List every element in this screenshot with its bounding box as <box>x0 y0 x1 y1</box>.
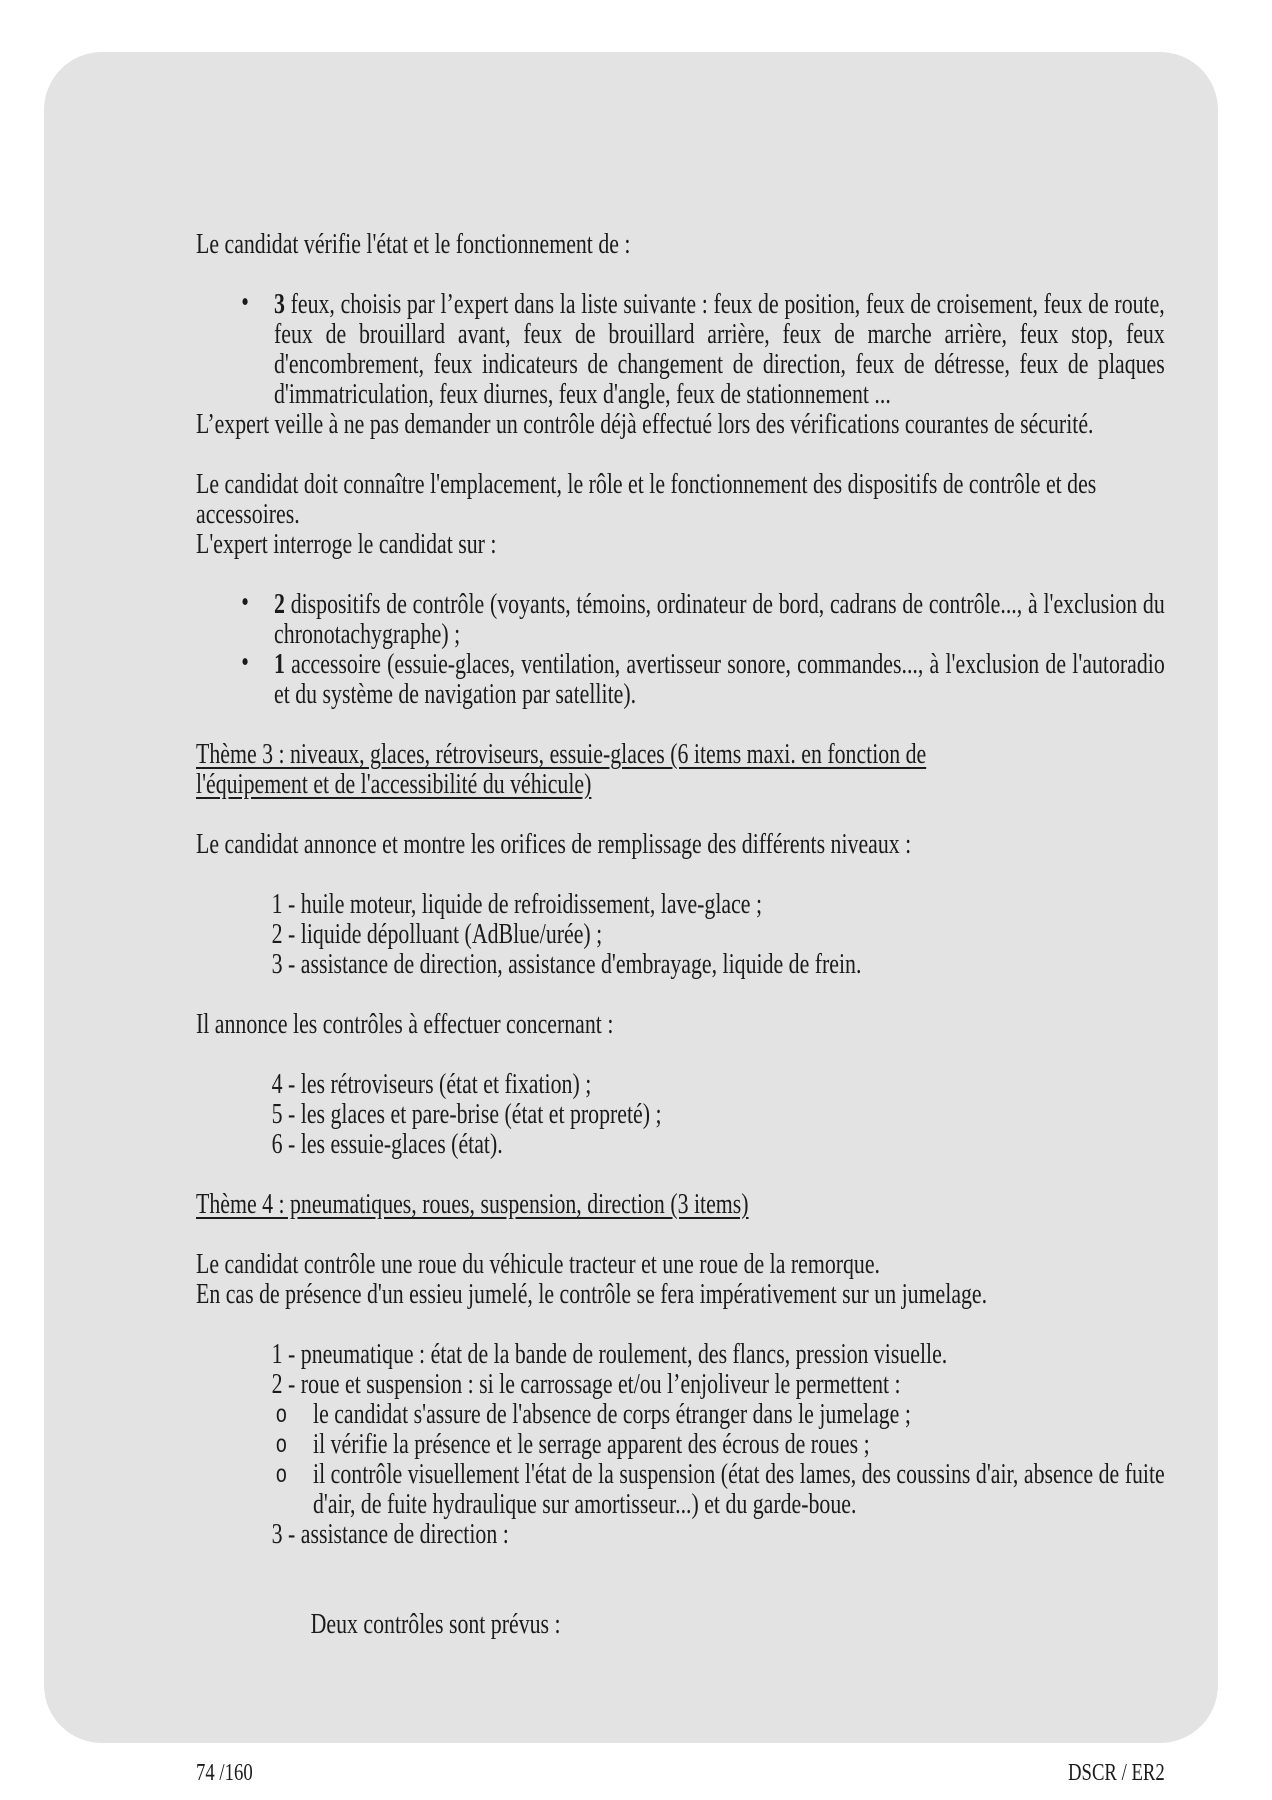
two-controls-paragraph: Deux contrôles sont prévus : <box>310 1609 561 1640</box>
sub-bullet-item <box>196 1400 1165 1430</box>
list-item: 1 - pneumatique : état de la bande de roulement, des flancs, pression visuelle. <box>271 1339 948 1370</box>
levels-intro-paragraph: Le candidat annonce et montre les orifices de remplissage des différents niveaux : <box>196 829 912 860</box>
sub-bullet-item <box>196 1430 1165 1460</box>
list-item: 4 - les rétroviseurs (état et fixation) ; <box>271 1069 592 1100</box>
levels-list <box>196 890 1165 980</box>
bullet-dot-icon: • <box>241 647 249 678</box>
sub-bullet-text: le candidat s'assure de l'absence de corps étranger dans le jumelage ; <box>313 1399 911 1430</box>
interroge-paragraph: L'expert interroge le candidat sur : <box>196 529 497 560</box>
page-footer <box>196 1758 1165 1788</box>
accessory-text: accessoire (essuie-glaces, ventilation, avertisseur sonore, commandes..., à l'exclusion de l'autoradio et du système de navigation par satellite). <box>274 649 1165 710</box>
document-content <box>196 230 1165 1790</box>
lights-text: feux, choisis par l’expert dans la liste suivante : feux de position, feux de croisement, feux de route, feux de brouillard avant, feux de brouillard arrière, feux de marche arrière, feux stop, feux d'encombrement, feux indicateurs de changement de direction, feux de détresse, feux de plaques d'immatriculation, feux diurnes, feux d'angle, feux de stationnement ... <box>274 289 1165 410</box>
tyre-list <box>196 1340 1165 1550</box>
lights-bullet-item <box>196 287 1165 410</box>
devices-bullet-list <box>196 587 1165 710</box>
list-item: 1 - huile moteur, liquide de refroidissement, lave-glace ; <box>271 889 763 920</box>
list-item: 5 - les glaces et pare-brise (état et propreté) ; <box>271 1099 662 1130</box>
list-item: 2 - roue et suspension : si le carrossage et/ou l’enjoliveur le permettent : <box>271 1369 901 1400</box>
circle-bullet-icon: o <box>275 1431 288 1460</box>
intro-paragraph: Le candidat vérifie l'état et le fonctionnement de : <box>196 229 631 260</box>
list-item: 6 - les essuie-glaces (état). <box>271 1129 503 1160</box>
lights-count: 3 <box>274 289 285 320</box>
list-item: 3 - assistance de direction : <box>271 1519 509 1550</box>
bullet-dot-icon: • <box>241 287 249 318</box>
sub-bullet-text: il contrôle visuellement l'état de la suspension (état des lames, des coussins d'air, absence de fuite d'air, de fuite hydraulique sur amortisseur...) et du garde-boue. <box>313 1459 1165 1520</box>
controls-list <box>196 1070 1165 1160</box>
sub-bullet-text: il vérifie la présence et le serrage apparent des écrous de roues ; <box>313 1429 870 1460</box>
wheel-intro-line1: Le candidat contrôle une roue du véhicule tracteur et une roue de la remorque. <box>196 1249 881 1280</box>
bullet-dot-icon: • <box>241 587 249 618</box>
list-item: 2 - liquide dépolluant (AdBlue/urée) ; <box>271 919 603 950</box>
footer-doc-ref: DSCR / ER2 <box>1068 1760 1165 1786</box>
circle-bullet-icon: o <box>275 1461 288 1490</box>
document-page-card <box>44 52 1218 1786</box>
theme4-heading: Thème 4 : pneumatiques, roues, suspension, direction (3 items) <box>196 1189 749 1220</box>
theme3-heading: Thème 3 : niveaux, glaces, rétroviseurs, essuie-glaces (6 items maxi. en fonction de l'équipement et de l'accessibilité du véhicule) <box>196 739 927 800</box>
footer-page-number: 74 /160 <box>196 1760 253 1786</box>
sub-bullet-item <box>196 1460 1165 1520</box>
controls-intro-paragraph: Il annonce les contrôles à effectuer concernant : <box>196 1009 614 1040</box>
list-item: 3 - assistance de direction, assistance d'embrayage, liquide de frein. <box>271 949 862 980</box>
lights-bullet-list <box>196 287 1165 410</box>
wheel-intro-line2: En cas de présence d'un essieu jumelé, le contrôle se fera impérativement sur un jumelage. <box>196 1279 988 1310</box>
circle-bullet-icon: o <box>275 1401 288 1430</box>
knowledge-paragraph: Le candidat doit connaître l'emplacement, le rôle et le fonctionnement des dispositifs de contrôle et des accessoires. <box>196 469 1097 530</box>
devices-count: 2 <box>274 589 285 620</box>
accessory-bullet-item <box>196 647 1165 710</box>
accessory-count: 1 <box>274 649 285 680</box>
devices-bullet-item <box>196 587 1165 650</box>
expert-note-paragraph: L’expert veille à ne pas demander un contrôle déjà effectué lors des vérifications courantes de sécurité. <box>196 409 1094 440</box>
devices-text: dispositifs de contrôle (voyants, témoins, ordinateur de bord, cadrans de contrôle..., à l'exclusion du chronotachygraphe) ; <box>274 589 1165 650</box>
